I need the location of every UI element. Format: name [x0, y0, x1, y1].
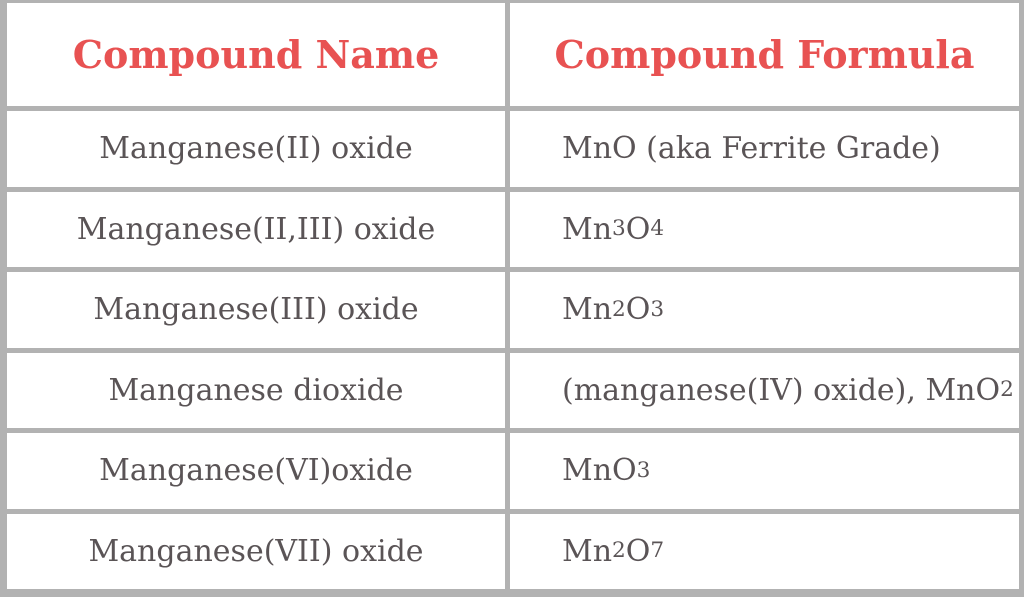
compound-name-cell: Manganese(II) oxide: [7, 111, 510, 187]
table-row: [7, 348, 1019, 429]
compound-name-cell: Manganese dioxide: [7, 353, 510, 429]
table-row: [7, 106, 1019, 187]
table-row: [7, 509, 1019, 590]
table-row: [7, 428, 1019, 509]
compound-formula-cell: Mn 3 O 4: [562, 211, 665, 247]
compound-name-cell: Manganese(VI)oxide: [7, 433, 510, 509]
compound-name-cell: Manganese(III) oxide: [7, 272, 510, 348]
table-row: [7, 267, 1019, 348]
table-header-row: [7, 3, 1019, 106]
compound-formula-cell: MnO 3: [562, 453, 651, 489]
compound-formula-cell: Mn 2 O 3: [562, 292, 665, 328]
compound-name-cell: Manganese(VII) oxide: [7, 514, 510, 590]
column-header-compound-name: Compound Name: [7, 3, 510, 106]
column-header-compound-formula: Compound Formula: [554, 31, 975, 77]
compound-formula-cell: (manganese(IV) oxide), MnO 2: [562, 372, 1014, 408]
compound-formula-cell: MnO (aka Ferrite Grade): [562, 131, 941, 167]
table-row: [7, 187, 1019, 268]
compound-name-cell: Manganese(II,III) oxide: [7, 192, 510, 268]
compound-formula-cell: Mn 2 O 7: [562, 533, 665, 569]
